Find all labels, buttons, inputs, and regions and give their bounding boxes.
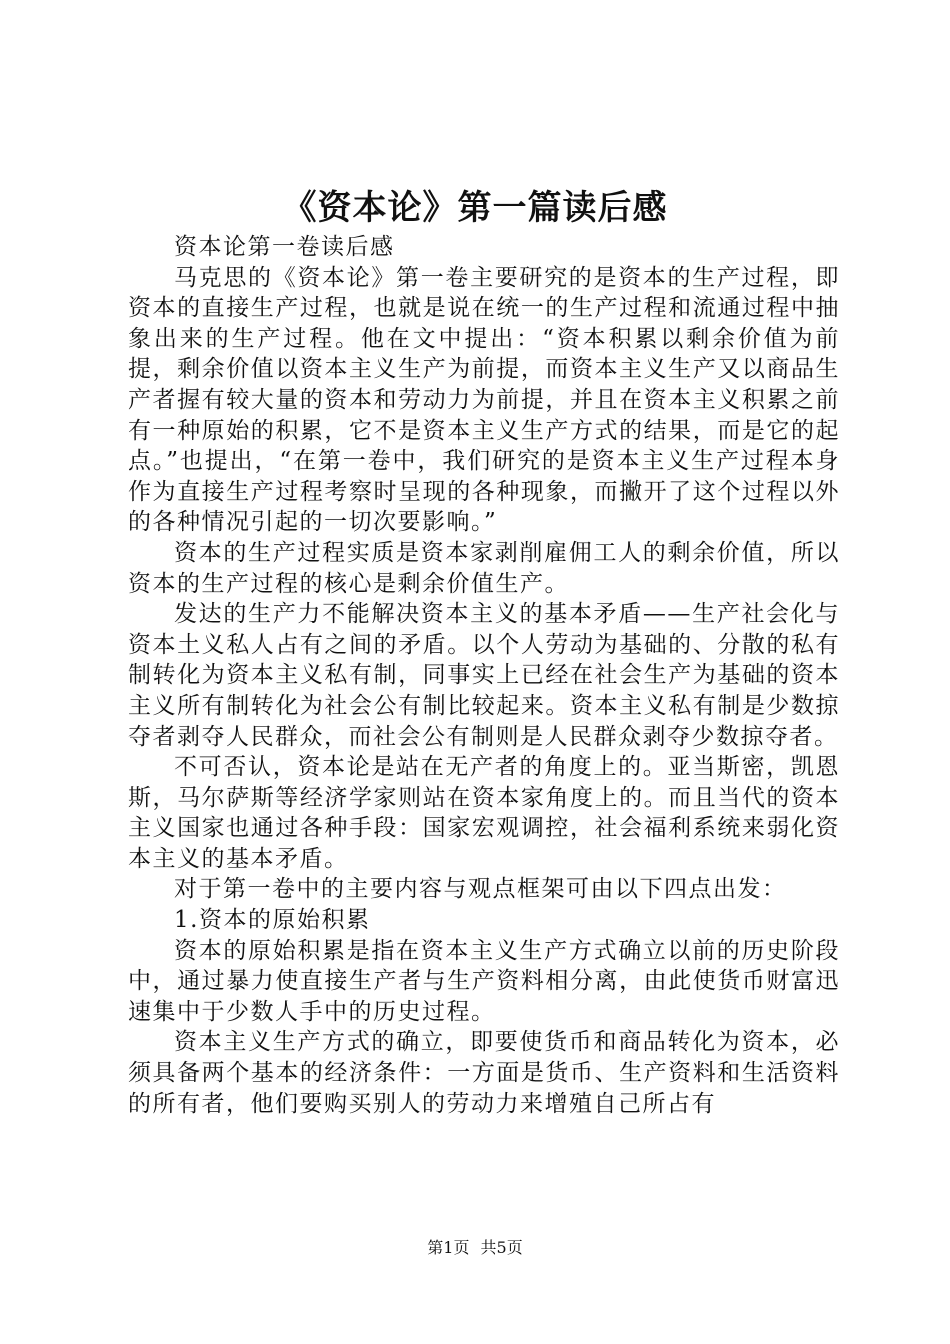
document-body — [128, 232, 840, 1119]
paragraph: 对于第一卷中的主要内容与观点框架可由以下四点出发： — [174, 876, 787, 903]
section-heading: 1.资本的原始积累 — [174, 907, 371, 934]
paragraph: 马克思的《资本论》第一卷主要研究的是资本的生产过程，即资本的直接生产过程，也就是说在统一的生产过程和流通过程中抽象出来的生产过程。他在文中提出：“资本积累以剩余价值为前提，剩余价值以资本主义生产为前提，而资本主义生产又以商品生产者握有较大量的资本和劳动力为前提，并且在资本主义积累之前有一种原始的积累，它不是资本主义生产方式的结果，而是它的起点。”也提出，“在第一卷中，我们研究的是资本主义生产过程本身作为直接生产过程考察时呈现的各种现象，而撇开了这个过程以外的各种情况引起的一切次要影响。” — [128, 264, 840, 536]
paragraph: 资本的生产过程实质是资本家剥削雇佣工人的剩余价值，所以资本的生产过程的核心是剩余价值生产。 — [128, 539, 840, 597]
paragraph: 不可否认，资本论是站在无产者的角度上的。亚当斯密，凯恩斯，马尔萨斯等经济学家则站在资本家角度上的。而且当代的资本主义国家也通过各种手段：国家宏观调控，社会福利系统来弱化资本主义的基本矛盾。 — [128, 754, 840, 872]
document-title: 《资本论》第一篇读后感 — [282, 188, 668, 228]
page-indicator: 第1页 共5页 — [427, 1238, 523, 1257]
paragraph: 资本主义生产方式的确立，即要使货币和商品转化为资本，必须具备两个基本的经济条件：一方面是货币、生产资料和生活资料的所有者，他们要购买别人的劳动力来增殖自己所占有 — [128, 1029, 840, 1117]
paragraph: 资本论第一卷读后感 — [174, 234, 395, 260]
paragraph: 发达的生产力不能解决资本主义的基本矛盾——生产社会化与资本土义私人占有之间的矛盾。以个人劳动为基础的、分散的私有制转化为资本主义私有制，同事实上已经在社会生产为基础的资本主义所有制转化为社会公有制比较起来。资本主义私有制是少数掠夺者剥夺人民群众，而社会公有制则是人民群众剥夺少数掠夺者。 — [128, 601, 840, 750]
paragraph: 资本的原始积累是指在资本主义生产方式确立以前的历史阶段中，通过暴力使直接生产者与生产资料相分离，由此使货币财富迅速集中于少数人手中的历史过程。 — [128, 937, 840, 1025]
